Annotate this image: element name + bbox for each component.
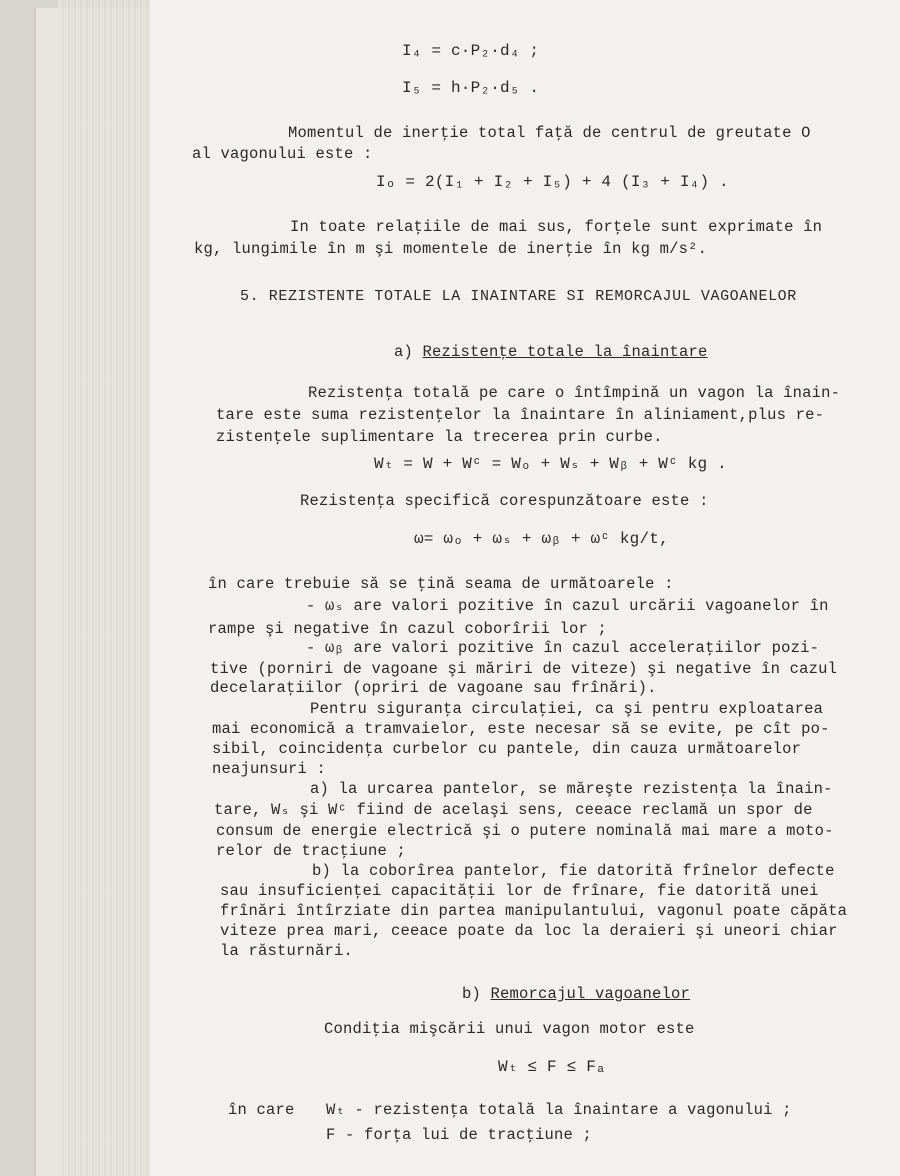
definition-f: F - forţa lui de tracţiune ; [326,1126,593,1144]
seama-line: în care trebuie să se ţină seama de următoarele : [208,575,674,593]
safety-line-4: neajunsuri : [212,760,327,778]
point-b-line-5: la răsturnări. [220,942,354,960]
units-line-2: kg, lungimile în m şi momentele de inerţie în kg m/s². [194,240,708,258]
formula-condition: Wₜ ≤ F ≤ Fₐ [498,1058,606,1076]
point-b-line-4: viteze prea mari, ceeace poate da loc la deraieri şi uneori chiar [220,922,838,940]
formula-i0: Iₒ = 2(I₁ + I₂ + I₅) + 4 (I₃ + I₄) . [376,173,729,191]
point-a-line-4: relor de tracţiune ; [216,842,407,860]
specific-resistance: Rezistenţa specifică corespunzătoare este : [300,492,709,510]
ws-line-1: - ωₛ are valori pozitive în cazul urcării vagoanelor în [306,597,829,615]
point-b-line-1: b) la coborîrea pantelor, fie datorită frînelor defecte [312,862,835,880]
document-page [150,0,900,1176]
safety-line-1: Pentru siguranţa circulaţiei, ca şi pentru exploatarea [310,700,824,718]
wb-line-2: tive (porniri de vagoane şi măriri de viteze) şi negative în cazul [210,660,838,678]
point-a-line-2: tare, Wₛ şi Wᶜ fiind de acelaşi sens, ceeace reclamă un spor de [214,801,813,819]
units-line-1: In toate relaţiile de mai sus, forţele sunt exprimate în [290,218,823,236]
section-title: 5. REZISTENTE TOTALE LA INAINTARE SI REMORCAJUL VAGOANELOR [240,288,797,305]
subheading-b-title: Remorcajul vagoanelor [490,985,691,1003]
formula-i4: I₄ = c·P₂·d₄ ; [402,42,540,60]
safety-line-2: mai economică a tramvaielor, este necesar să se evite, pe cît po- [212,720,830,738]
point-a-line-3: consum de energie electrică şi o putere nominală mai mare a moto- [216,822,834,840]
moment-line-1: Momentul de inerţie total faţă de centrul de greutate O [288,124,811,142]
wb-line-3: decelaraţiilor (opriri de vagoane sau frînări). [210,679,657,697]
formula-wt: Wₜ = W + Wᶜ = Wₒ + Wₛ + Wᵦ + Wᶜ kg . [374,455,727,473]
subheading-a-prefix: a) [394,343,423,361]
formula-i5: I₅ = h·P₂·d₅ . [402,79,540,97]
ws-line-2: rampe şi negative în cazul coborîrii lor ; [208,620,608,638]
condition-line: Condiţia mişcării unui vagon motor este [324,1020,695,1038]
definition-wt: Wₜ - rezistenţa totală la înaintare a vagonului ; [326,1101,792,1119]
safety-line-3: sibil, coincidenţa curbelor cu pantele, din cauza următoarelor [212,740,802,758]
subheading-b [462,985,690,1004]
point-a-line-1: a) la urcarea pantelor, se măreşte rezistenţa la înain- [310,780,833,798]
in-care-label: în care [228,1101,295,1119]
subheading-a-title: Rezistenţe totale la înaintare [422,343,708,361]
resistance-line-3: zistenţele suplimentare la trecerea prin curbe. [216,428,663,446]
resistance-line-1: Rezistenţa totală pe care o întîmpină un vagon la înain- [308,384,841,402]
point-b-line-3: frînări întîrziate din partea manipulantului, vagonul poate căpăta [220,902,848,920]
subheading-b-prefix: b) [462,985,491,1003]
wb-line-1: - ωᵦ are valori pozitive în cazul acceleraţiilor pozi- [306,639,820,657]
point-b-line-2: sau insuficienţei capacităţii lor de frînare, fie datorită unei [220,882,819,900]
moment-line-2: al vagonului este : [192,145,373,163]
subheading-a [394,343,708,362]
resistance-line-2: tare este suma rezistenţelor la înaintare în aliniament,plus re- [216,406,825,424]
formula-omega: ω= ωₒ + ωₛ + ωᵦ + ωᶜ kg/t, [414,530,669,548]
